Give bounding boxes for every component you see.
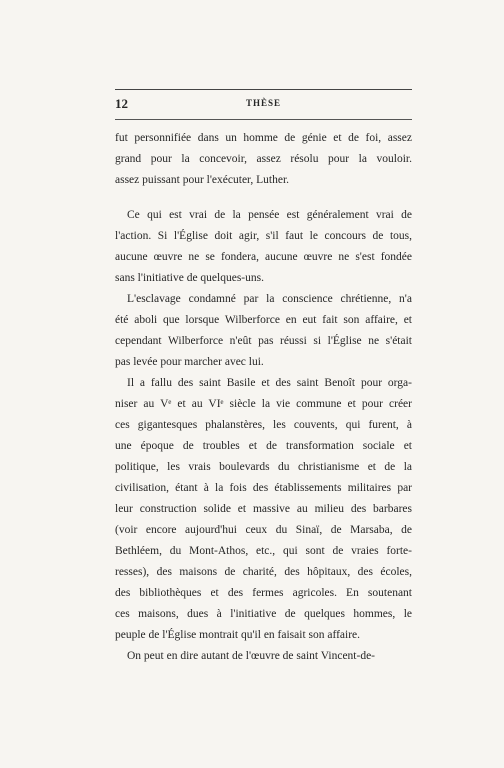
text-line: sans l'initiative de quelques-uns.	[115, 272, 264, 284]
text-line: civilisation, étant à la fois des établissements militaires par	[115, 482, 412, 494]
text-line: politique, les vrais boulevards du christianisme et de la	[115, 461, 412, 473]
text-line: assez puissant pour l'exécuter, Luther.	[115, 174, 290, 186]
paragraph-1	[115, 128, 412, 191]
text-line: des bibliothèques et des fermes agricoles. En soutenant	[115, 587, 412, 599]
running-title: THÈSE	[245, 98, 281, 108]
text-line: L'esclavage condamné par la conscience chrétienne, n'a	[127, 293, 412, 305]
body-text	[115, 128, 412, 667]
header-rule-top	[115, 89, 412, 90]
text-line: été aboli que lorsque Wilberforce en eut fait son affaire, et	[115, 314, 412, 326]
text-line: niser au Vᵉ et au VIᵉ siècle la vie commune et pour créer	[115, 398, 412, 410]
text-line: l'action. Si l'Église doit agir, s'il faut le concours de tous,	[115, 230, 412, 242]
paragraph-5	[115, 646, 412, 667]
paragraph-2	[115, 205, 412, 289]
text-line: On peut en dire autant de l'œuvre de saint Vincent-de-	[127, 650, 376, 662]
text-line: ces maisons, dues à l'initiative de quelques hommes, le	[115, 608, 412, 620]
page-number: 12	[115, 96, 128, 111]
paragraph-4	[115, 373, 412, 646]
text-line: ces gigantesques phalanstères, les couvents, qui furent, à	[115, 419, 412, 431]
text-line: grand pour la concevoir, assez résolu pour la vouloir.	[115, 153, 412, 165]
text-line: aucune œuvre ne se fondera, aucune œuvre ne s'est fondée	[115, 251, 412, 263]
header-rule-bottom	[115, 119, 412, 120]
text-line: Il a fallu des saint Basile et des saint Benoît pour orga-	[127, 377, 412, 389]
text-line: pas levée pour marcher avec lui.	[115, 356, 264, 368]
text-line: (voir encore aujourd'hui ceux du Sinaï, de Marsaba, de	[115, 524, 412, 536]
text-line: Ce qui est vrai de la pensée est généralement vrai de	[127, 209, 412, 221]
page-header	[115, 96, 412, 114]
text-line: peuple de l'Église montrait qu'il en faisait son affaire.	[115, 629, 361, 641]
text-line: resses), des maisons de charité, des hôpitaux, des écoles,	[115, 566, 412, 578]
text-line: une époque de troubles et de transformation sociale et	[115, 440, 412, 452]
text-line: leur construction solide et massive au milieu des barbares	[115, 503, 412, 515]
text-line: cependant Wilberforce n'eût pas réussi si l'Église ne s'était	[115, 335, 412, 347]
text-line: Bethléem, du Mont-Athos, etc., qui sont de vraies forte-	[115, 545, 412, 557]
paragraph-3	[115, 289, 412, 373]
text-line: fut personnifiée dans un homme de génie et de foi, assez	[115, 132, 412, 144]
